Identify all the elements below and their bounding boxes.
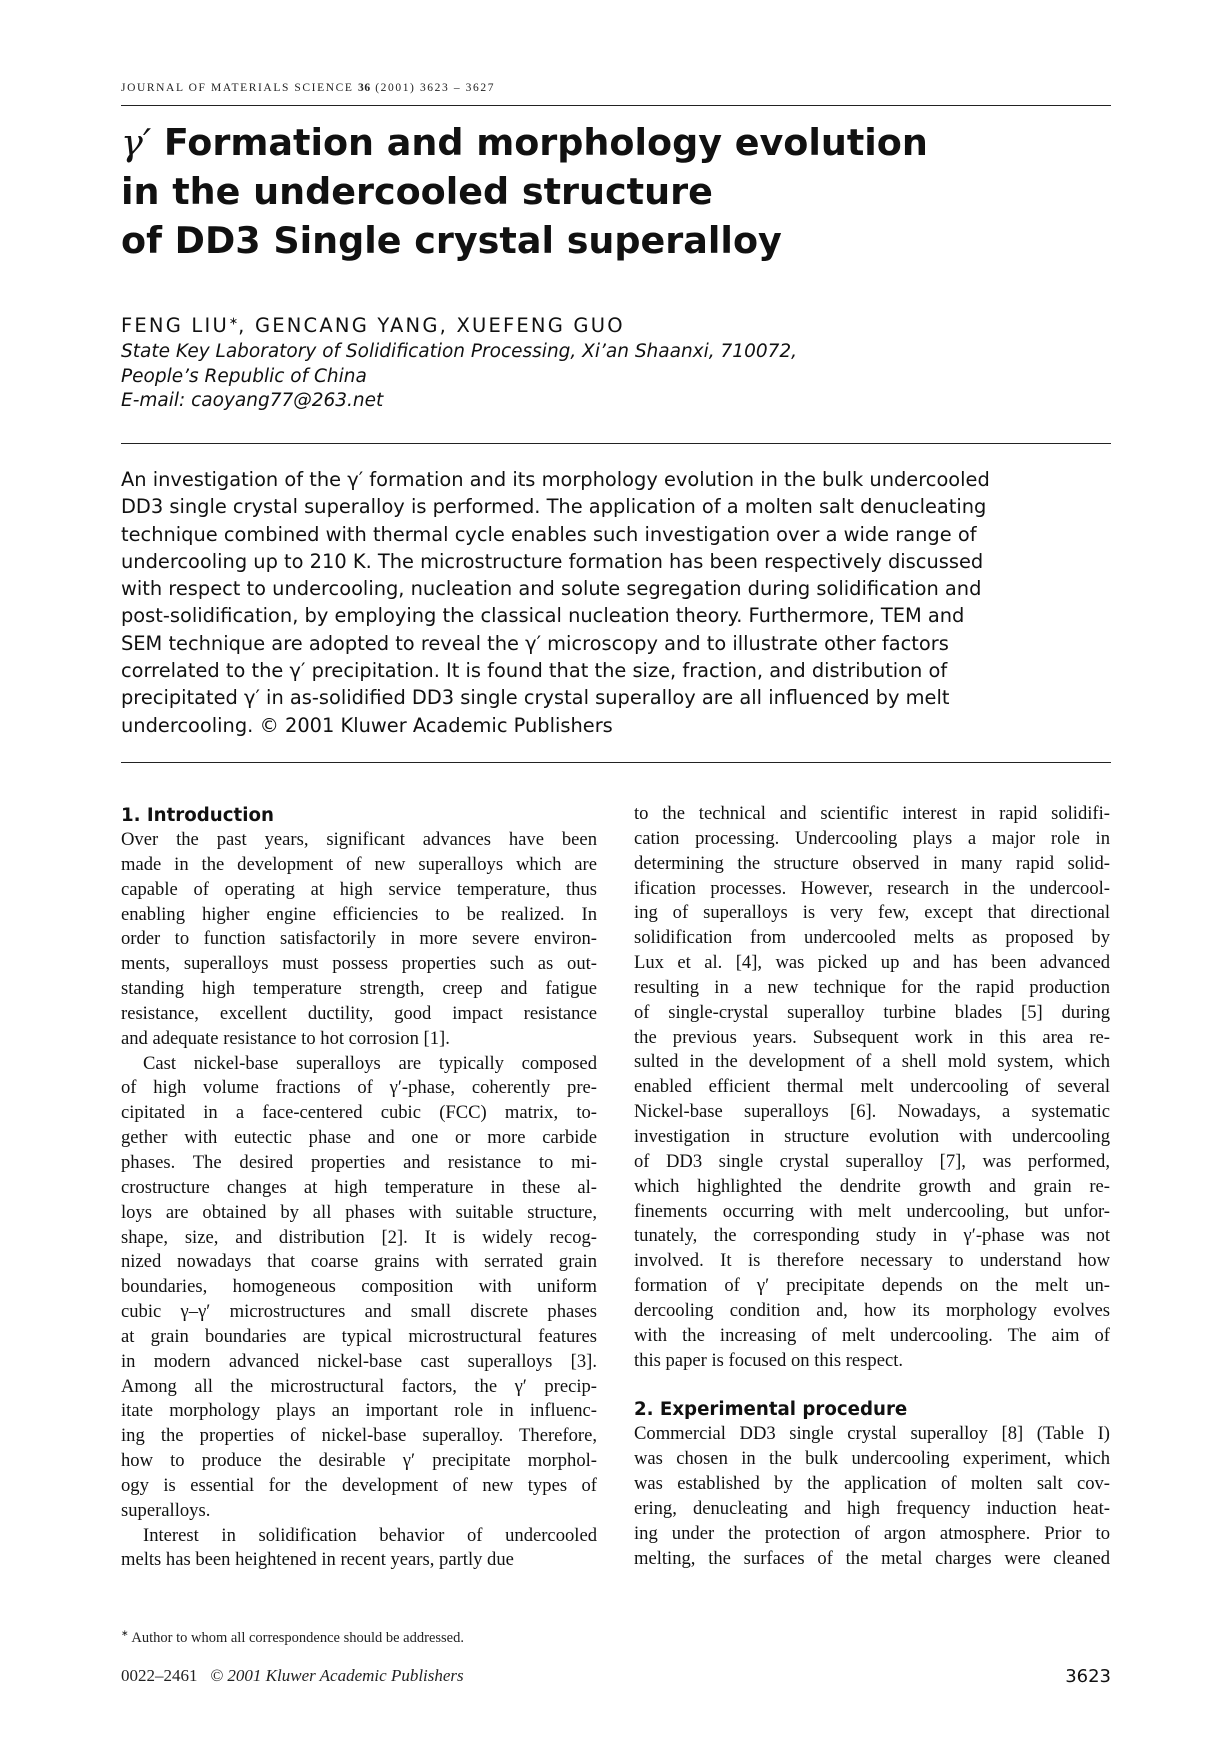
text-line: resistance, excellent ductility, good impact resistance (121, 1002, 597, 1024)
text-line: dercooling condition and, how its morphology evolves (634, 1299, 1110, 1321)
issn: 0022–2461 (121, 1666, 198, 1685)
affiliation-line: State Key Laboratory of Solidification Processing, Xi’an Shaanxi, 710072, (121, 341, 798, 362)
text-line: sulted in the development of a shell mold system, which (634, 1051, 1110, 1073)
text-line: Interest in solidification behavior of undercooled (143, 1524, 597, 1546)
text-line: how to produce the desirable γ′ precipitate morphol- (121, 1450, 597, 1472)
abstract-line: undercooling up to 210 K. The microstructure formation has been respectively discussed (121, 549, 984, 573)
text-line: and adequate resistance to hot corrosion [1]. (121, 1027, 450, 1049)
text-line: ification processes. However, research in the undercool- (634, 877, 1110, 899)
text-line: capable of operating at high service temperature, thus (121, 878, 597, 900)
text-line: Nickel-base superalloys [6]. Nowadays, a systematic (634, 1101, 1110, 1123)
footnote-mark: ∗ (121, 1628, 129, 1638)
abstract-line: with respect to undercooling, nucleation and solute segregation during solidification and (121, 577, 982, 601)
text-line: was established by the application of molten salt cov- (634, 1473, 1110, 1495)
text-line: of high volume fractions of γ′-phase, coherently pre- (121, 1077, 597, 1099)
abstract-line: undercooling. © 2001 Kluwer Academic Publishers (121, 713, 613, 737)
text-line: Commercial DD3 single crystal superalloy [8] (Table I) (634, 1423, 1110, 1445)
text-line: involved. It is therefore necessary to understand how (634, 1250, 1110, 1272)
text-line: determining the structure observed in many rapid solid- (634, 852, 1110, 874)
journal-volume: 36 (358, 82, 371, 94)
text-line: melting, the surfaces of the metal charges were cleaned (634, 1547, 1110, 1569)
text-line: Cast nickel-base superalloys are typically composed (143, 1052, 597, 1074)
text-line: with the increasing of melt undercooling. The aim of (634, 1324, 1110, 1346)
text-line: at grain boundaries are typical microstructural features (121, 1325, 597, 1347)
text-line: ments, superalloys must possess properties such as out- (121, 953, 597, 975)
text-line: cipitated in a face-centered cubic (FCC) matrix, to- (121, 1102, 597, 1124)
text-line: order to function satisfactorily in more severe environ- (121, 928, 597, 950)
abstract-line: SEM technique are adopted to reveal the γ′ microscopy and to illustrate other factors (121, 631, 949, 655)
section-heading-experimental: 2. Experimental procedure (634, 1399, 908, 1421)
text-line: in modern advanced nickel-base cast superalloys [3]. (121, 1350, 597, 1372)
text-line: gether with eutectic phase and one or more carbide (121, 1127, 597, 1149)
text-line: formation of γ′ precipitate depends on the melt un- (634, 1275, 1110, 1297)
right-column-body (634, 802, 1110, 1373)
page-number: 3623 (1065, 1666, 1111, 1687)
text-line: Lux et al. [4], was picked up and has been advanced (634, 952, 1110, 974)
abstract-line: correlated to the γ′ precipitation. It is found that the size, fraction, and distribution of (121, 659, 948, 683)
title-gamma-symbol: γ′ (121, 121, 152, 164)
right-column (634, 802, 1110, 1571)
experimental-body (634, 1422, 1110, 1571)
title-line-2: in the undercooled structure (121, 170, 713, 213)
text-line: solidification from undercooled melts as proposed by (634, 927, 1110, 949)
text-line: ering, denucleating and high frequency induction heat- (634, 1497, 1110, 1519)
text-line: Among all the microstructural factors, the γ′ precip- (121, 1375, 597, 1397)
text-line: enabled efficient thermal melt undercooling of several (634, 1076, 1110, 1098)
text-line: enabling higher engine efficiencies to be realized. In (121, 903, 597, 925)
paper-title (121, 118, 1081, 265)
abstract-line: An investigation of the γ′ formation and its morphology evolution in the bulk undercooled (121, 468, 990, 491)
text-line: the previous years. Subsequent work in this area re- (634, 1026, 1110, 1048)
section-spacer (634, 1373, 1110, 1397)
text-line: which highlighted the dendrite growth and grain re- (634, 1175, 1110, 1197)
text-line: cubic γ–γ′ microstructures and small discrete phases (121, 1301, 597, 1323)
author-first: FENG LIU (121, 314, 229, 337)
text-line: superalloys. (121, 1499, 211, 1521)
text-line: was chosen in the bulk undercooling experiment, which (634, 1448, 1110, 1470)
text-line: melts has been heightened in recent years, partly due (121, 1549, 514, 1571)
text-line: this paper is focused on this respect. (634, 1349, 904, 1371)
text-line: of single-crystal superalloy turbine blades [5] during (634, 1001, 1110, 1023)
text-line: cation processing. Undercooling plays a major role in (634, 827, 1110, 849)
abstract-line: precipitated γ′ in as-solidified DD3 single crystal superalloy are all influenced by melt (121, 686, 950, 710)
text-line: tunately, the corresponding study in γ′-phase was not (634, 1225, 1110, 1247)
left-column-body (121, 828, 597, 1573)
abstract-rule-bottom (121, 762, 1111, 763)
text-line: ing of superalloys is very few, except that directional (634, 902, 1110, 924)
text-line: loys are obtained by all phases with suitable structure, (121, 1201, 597, 1223)
section-heading-introduction: 1. Introduction (121, 805, 274, 826)
footer-publication-info (121, 1666, 464, 1686)
email-line[interactable]: E-mail: caoyang77@263.net (121, 390, 384, 411)
footnote-text: Author to whom all correspondence should be addressed. (128, 1629, 464, 1646)
text-line: Over the past years, significant advances have been (121, 829, 597, 850)
text-line: crostructure changes at high temperature in these al- (121, 1176, 597, 1198)
abstract-line: post-solidification, by employing the classical nucleation theory. Furthermore, TEM and (121, 604, 965, 628)
left-column (121, 803, 597, 1573)
text-line: phases. The desired properties and resistance to mi- (121, 1151, 597, 1173)
footer-copyright: © 2001 Kluwer Academic Publishers (210, 1666, 464, 1685)
text-line: shape, size, and distribution [2]. It is widely recog- (121, 1226, 597, 1248)
text-line: ing the properties of nickel-base superalloy. Therefore, (121, 1425, 597, 1447)
text-line: ogy is essential for the development of new types of (121, 1474, 597, 1496)
abstract (121, 466, 1113, 739)
text-line: to the technical and scientific interest in rapid solidifi- (634, 803, 1110, 824)
text-line: standing high temperature strength, creep and fatigue (121, 978, 597, 1000)
journal-running-header (121, 82, 1111, 94)
abstract-line: DD3 single crystal superalloy is performed. The application of a molten salt denucleating (121, 495, 987, 519)
footnote (121, 1628, 464, 1647)
journal-year-pages: (2001) 3623 – 3627 (375, 82, 496, 94)
corresponding-author-mark: ∗ (228, 314, 239, 328)
title-line-3: of DD3 Single crystal superalloy (121, 219, 782, 262)
journal-name: JOURNAL OF MATERIALS SCIENCE (121, 82, 354, 94)
text-line: investigation in structure evolution with undercooling (634, 1125, 1110, 1147)
header-rule (121, 105, 1111, 106)
text-line: itate morphology plays an important role in influenc- (121, 1400, 597, 1422)
author-list (121, 314, 625, 337)
author-rest: , GENCANG YANG, XUEFENG GUO (238, 314, 625, 337)
abstract-line: technique combined with thermal cycle enables such investigation over a wide range of (121, 522, 977, 546)
text-line: nized nowadays that coarse grains with serrated grain (121, 1251, 597, 1273)
text-line: ing under the protection of argon atmosphere. Prior to (634, 1522, 1110, 1544)
text-line: boundaries, homogeneous composition with uniform (121, 1276, 597, 1298)
text-line: of DD3 single crystal superalloy [7], was performed, (634, 1150, 1110, 1172)
abstract-rule-top (121, 443, 1111, 444)
affiliation-line: People’s Republic of China (121, 365, 367, 387)
text-line: made in the development of new superalloys which are (121, 853, 597, 875)
affiliation (121, 340, 1111, 414)
title-line-1: Formation and morphology evolution (151, 121, 928, 164)
text-line: resulting in a new technique for the rapid production (634, 976, 1110, 998)
text-line: finements occurring with melt undercooling, but unfor- (634, 1200, 1110, 1222)
